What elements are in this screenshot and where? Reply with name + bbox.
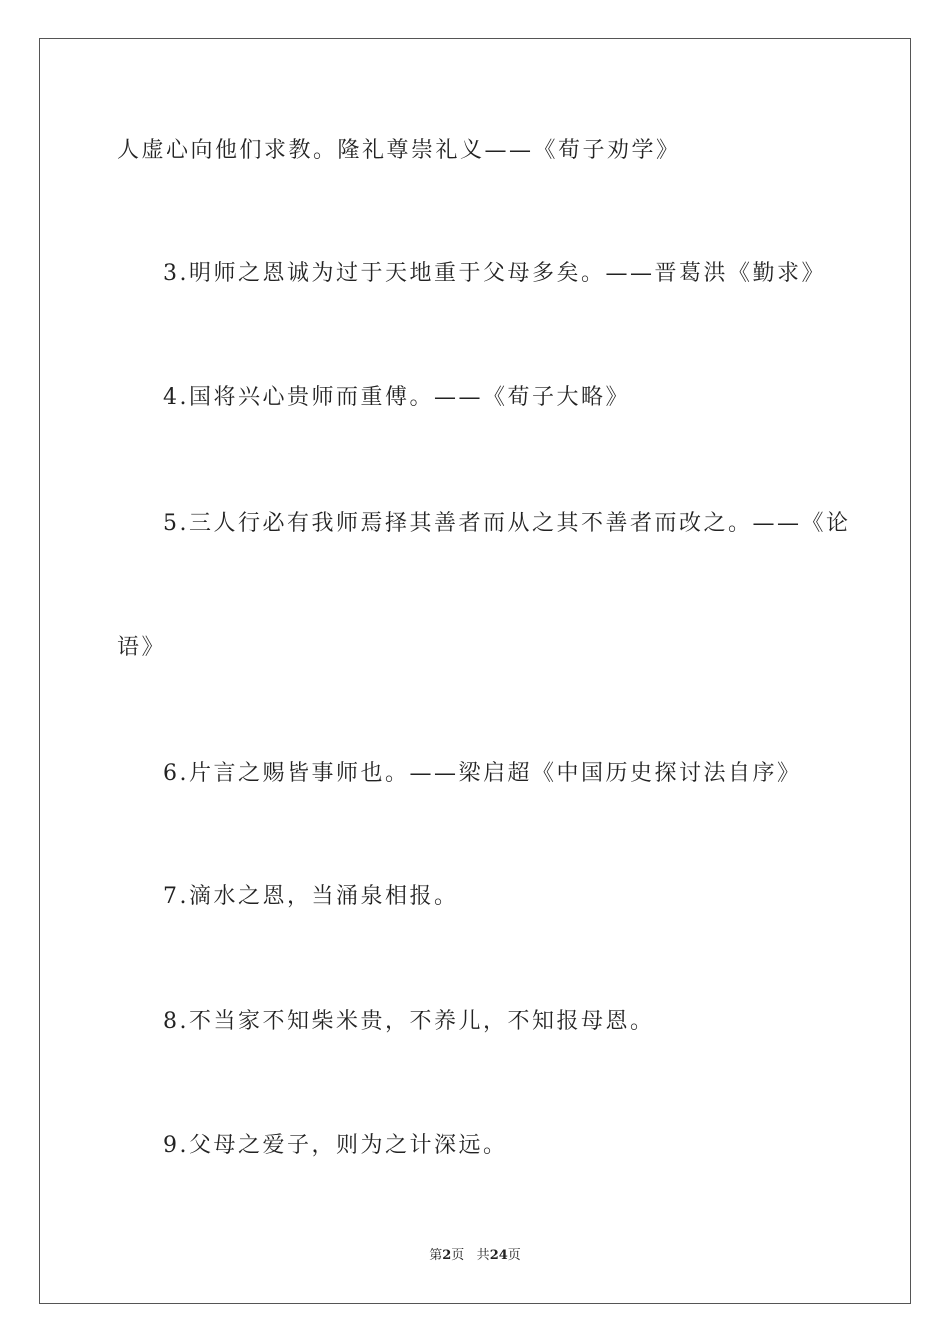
total-pages: 24	[489, 1248, 508, 1263]
quote-item-7: 7.滴水之恩，当涌泉相报。	[163, 884, 459, 909]
page-border	[39, 38, 911, 1304]
page-number: 2	[442, 1248, 452, 1263]
quote-item-9: 9.父母之爱子，则为之计深远。	[163, 1133, 508, 1158]
page-footer	[0, 1247, 950, 1265]
quote-item-4: 4.国将兴心贵师而重傅。——《荀子大略》	[163, 385, 630, 410]
total-prefix: 共	[476, 1248, 490, 1263]
quote-item-5: 5.三人行必有我师焉择其善者而从之其不善者而改之。——《论	[163, 511, 851, 536]
quote-item-6: 6.片言之赐皆事师也。——梁启超《中国历史探讨法自序》	[163, 761, 802, 786]
page-prefix: 第	[429, 1248, 443, 1263]
page-suffix: 页	[451, 1248, 465, 1263]
quote-item-5-continuation: 语》	[117, 635, 167, 660]
quote-item-3: 3.明师之恩诚为过于天地重于父母多矣。——晋葛洪《勤求》	[163, 261, 826, 286]
text-line-1: 人虚心向他们求教。隆礼尊崇礼义——《荀子劝学》	[117, 138, 681, 163]
total-suffix: 页	[507, 1248, 521, 1263]
quote-item-8: 8.不当家不知柴米贵，不养儿，不知报母恩。	[163, 1009, 655, 1034]
